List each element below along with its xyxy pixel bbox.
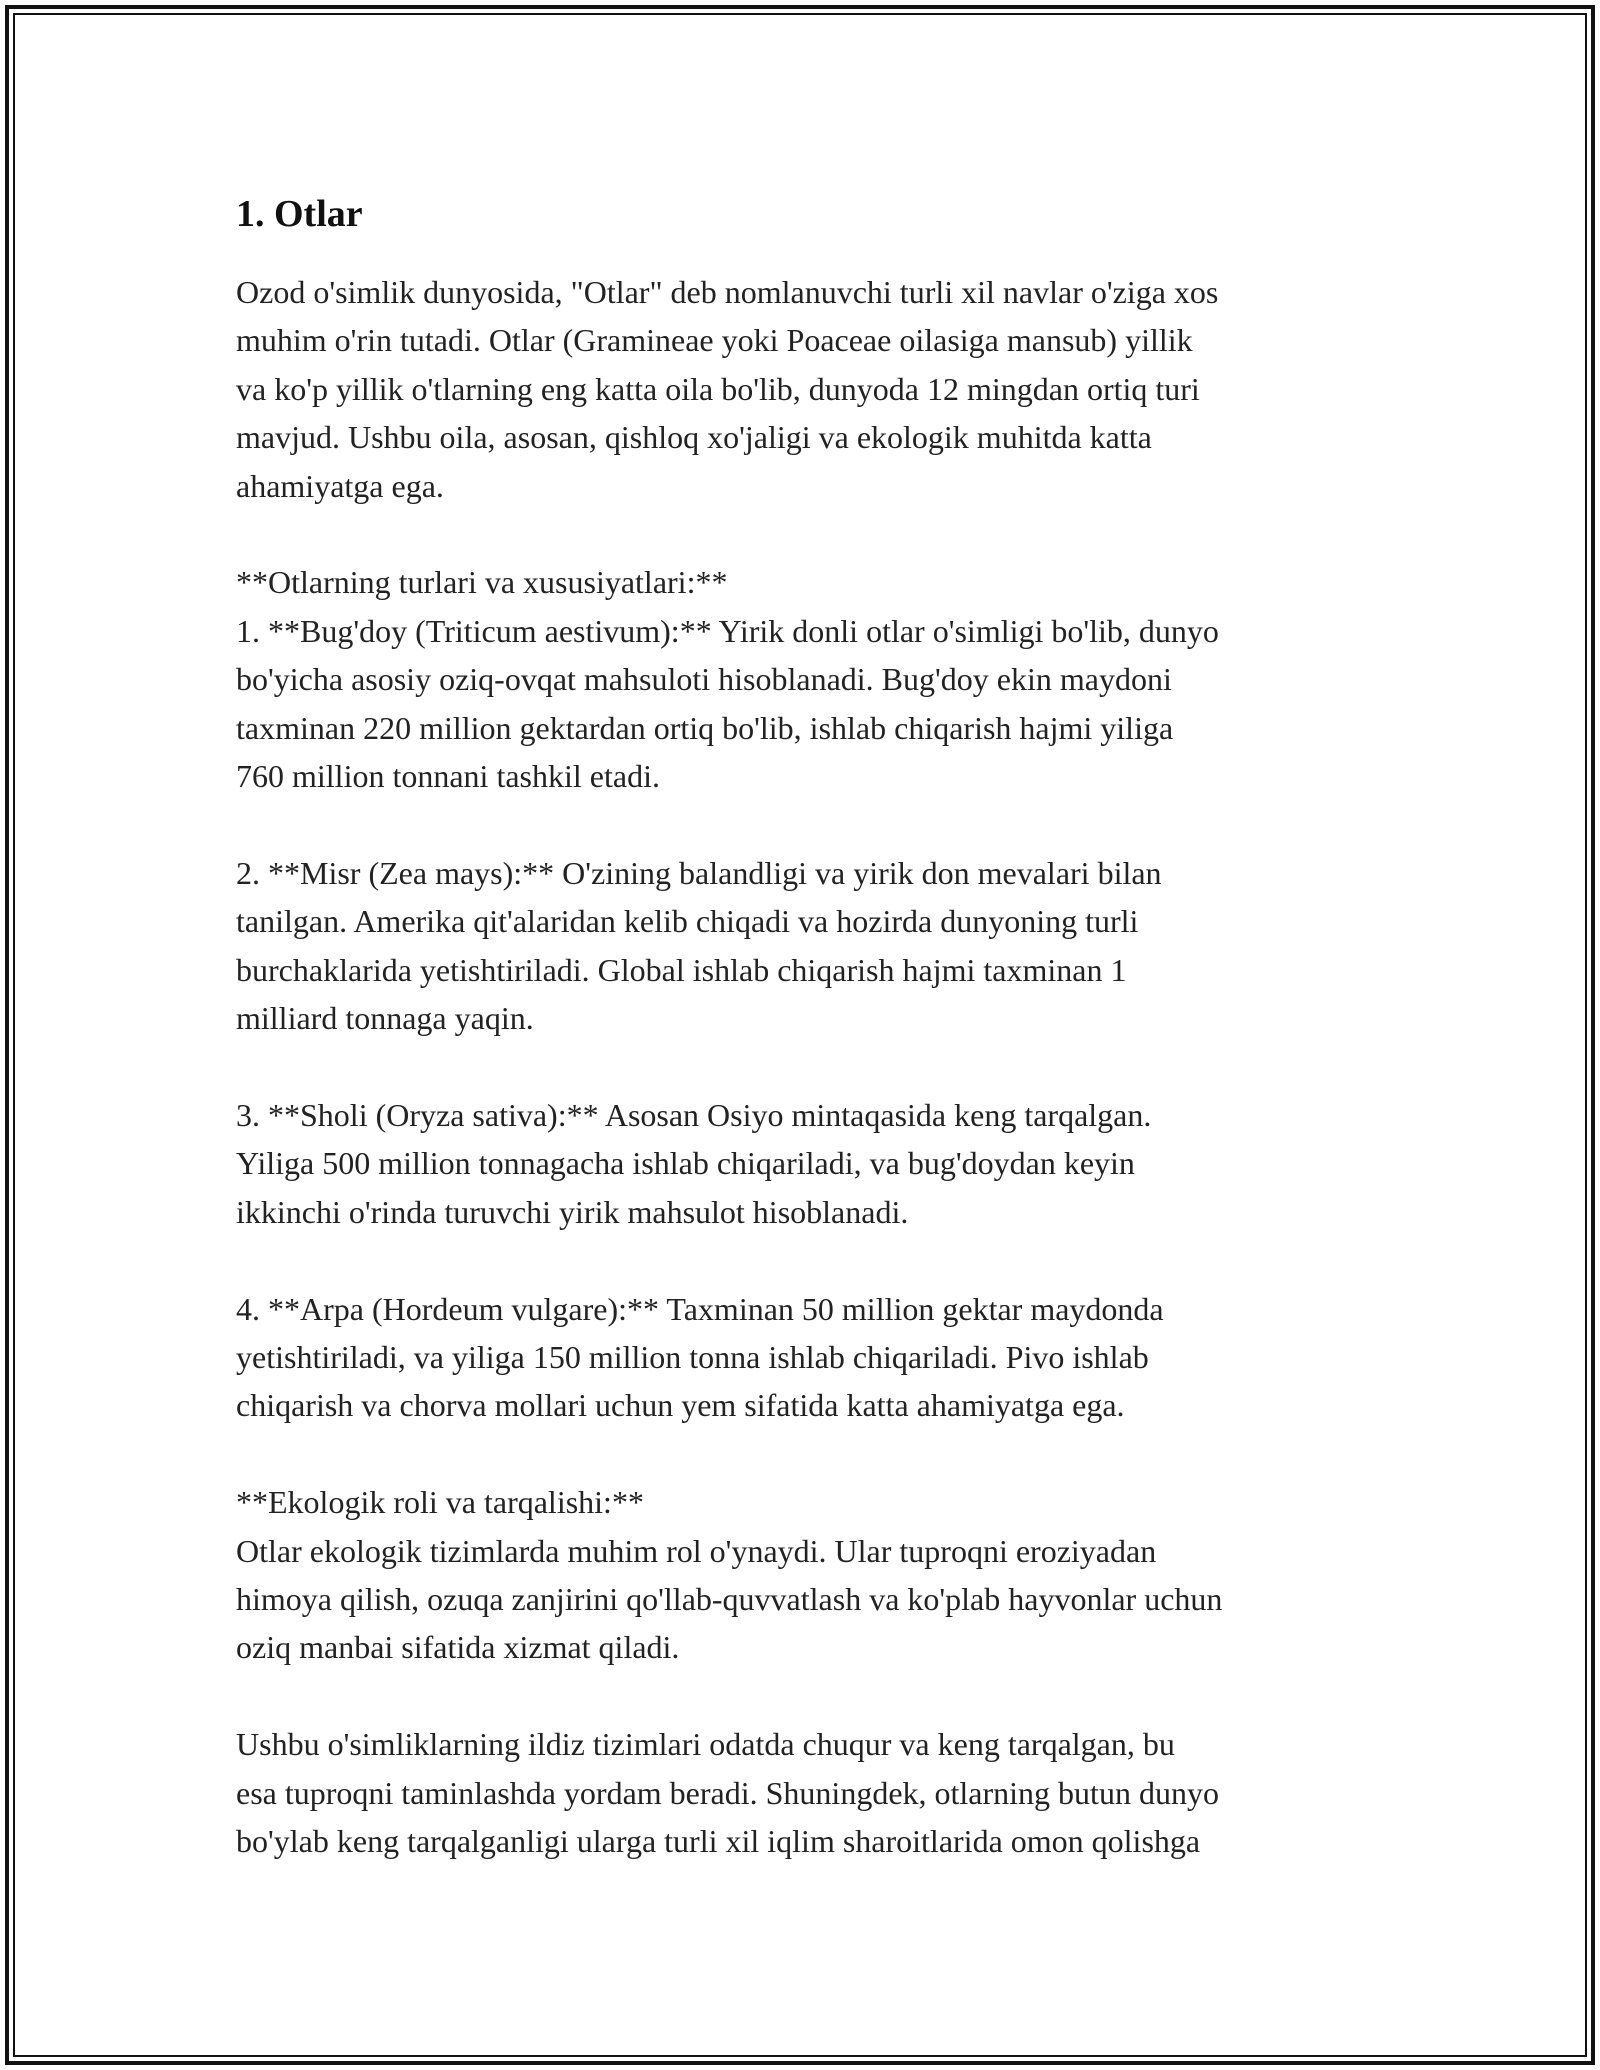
body-text: Ozod o'simlik dunyosida, "Otlar" deb nomlanuvchi turli xil navlar o'ziga xos muhim o'rin tutadi. Otlar (Gramineae yoki Poaceae oilasiga mansub) yillik va ko'p yillik o'tlarning eng katta oila bo'lib, dunyoda 12 mingdan ortiq turi mavjud. Ushbu oila, asosan, qishloq xo'jaligi va ekologik muhitda katta ahamiyatga ega. **Otlarning turlari va xususiyatlari:** 1. **Bug'doy (Triticum aestivum):** Yirik donli otlar o'simligi bo'lib, dunyo bo'yicha asosiy oziq-ovqat mahsuloti hisoblanadi. Bug'doy ekin maydoni taxminan 220 million gektardan ortiq bo'lib, ishlab chiqarish hajmi yiliga 760 million tonnani tashkil etadi. 2. **Misr (Zea mays):** O'zining balandligi va yirik don mevalari bilan tanilgan. Amerika qit'alaridan kelib chiqadi va hozirda dunyoning turli burchaklarida yetishtiriladi. Global ishlab chiqarish hajmi taxminan 1 milliard tonnaga yaqin. 3. **Sholi (Oryza sativa):** Asosan Osiyo mintaqasida keng tarqalgan. Yiliga 500 million tonnagacha ishlab chiqariladi, va bug'doydan keyin ikkinchi o'rinda turuvchi yirik mahsulot hisoblanadi. 4. **Arpa (Hordeum vulgare):** Taxminan 50 million gektar maydonda yetishtiriladi, va yiliga 150 million tonna ishlab chiqariladi. Pivo ishlab chiqarish va chorva mollari uchun yem sifatida katta ahamiyatga ega. **Ekologik roli va tarqalishi:** Otlar ekologik tizimlarda muhim rol o'ynaydi. Ular tuproqni eroziyadan himoya qilish, ozuqa zanjirini qo'llab-quvvatlash va ko'plab hayvonlar uchun oziq manbai sifatida xizmat qiladi. Ushbu o'simliklarning ildiz tizimlari odatda chuqur va keng tarqalgan, bu esa tuproqni taminlashda yordam beradi. Shuningdek, otlarning butun dunyo bo'ylab keng tarqalganligi ularga turli xil iqlim sharoitlarida omon qolishga bbox=[236, 274, 1223, 1859]
document-content bbox=[236, 186, 1376, 1865]
section-heading: 1. Otlar bbox=[236, 193, 363, 235]
